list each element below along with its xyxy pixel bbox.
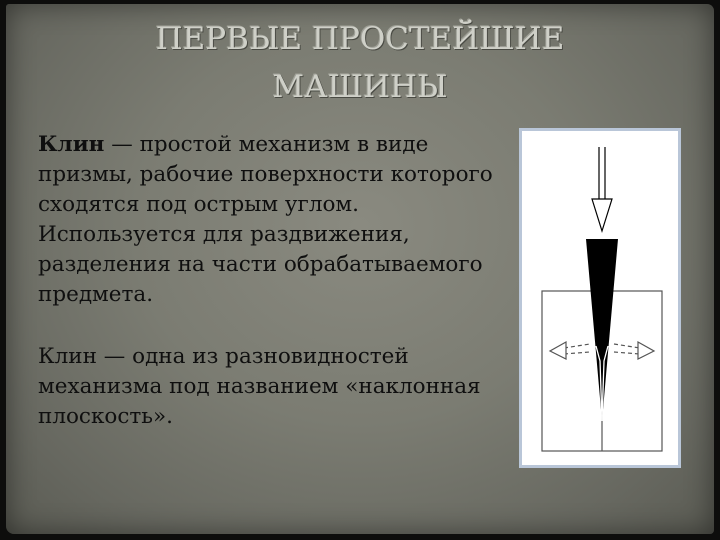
definition-text: — простой механизм в виде призмы, рабочие поверхности которого сходятся под острым углом. Используется для раздвижения, разделения на части обрабатываемого предмета. bbox=[38, 132, 493, 307]
wedge-diagram-icon bbox=[522, 131, 678, 465]
paragraph-classification: Клин — одна из разновидностей механизма под названием «наклонная плоскость». bbox=[38, 344, 481, 429]
paragraph-definition bbox=[38, 130, 498, 310]
title-line-2: МАШИНЫ bbox=[272, 69, 448, 105]
force-arrow-icon bbox=[592, 147, 612, 231]
term-wedge: Клин bbox=[38, 132, 105, 157]
slide-title bbox=[60, 15, 660, 111]
body-text bbox=[38, 130, 498, 432]
title-line-1: ПЕРВЫЕ ПРОСТЕЙШИЕ bbox=[155, 21, 565, 57]
wedge-figure bbox=[519, 128, 681, 468]
